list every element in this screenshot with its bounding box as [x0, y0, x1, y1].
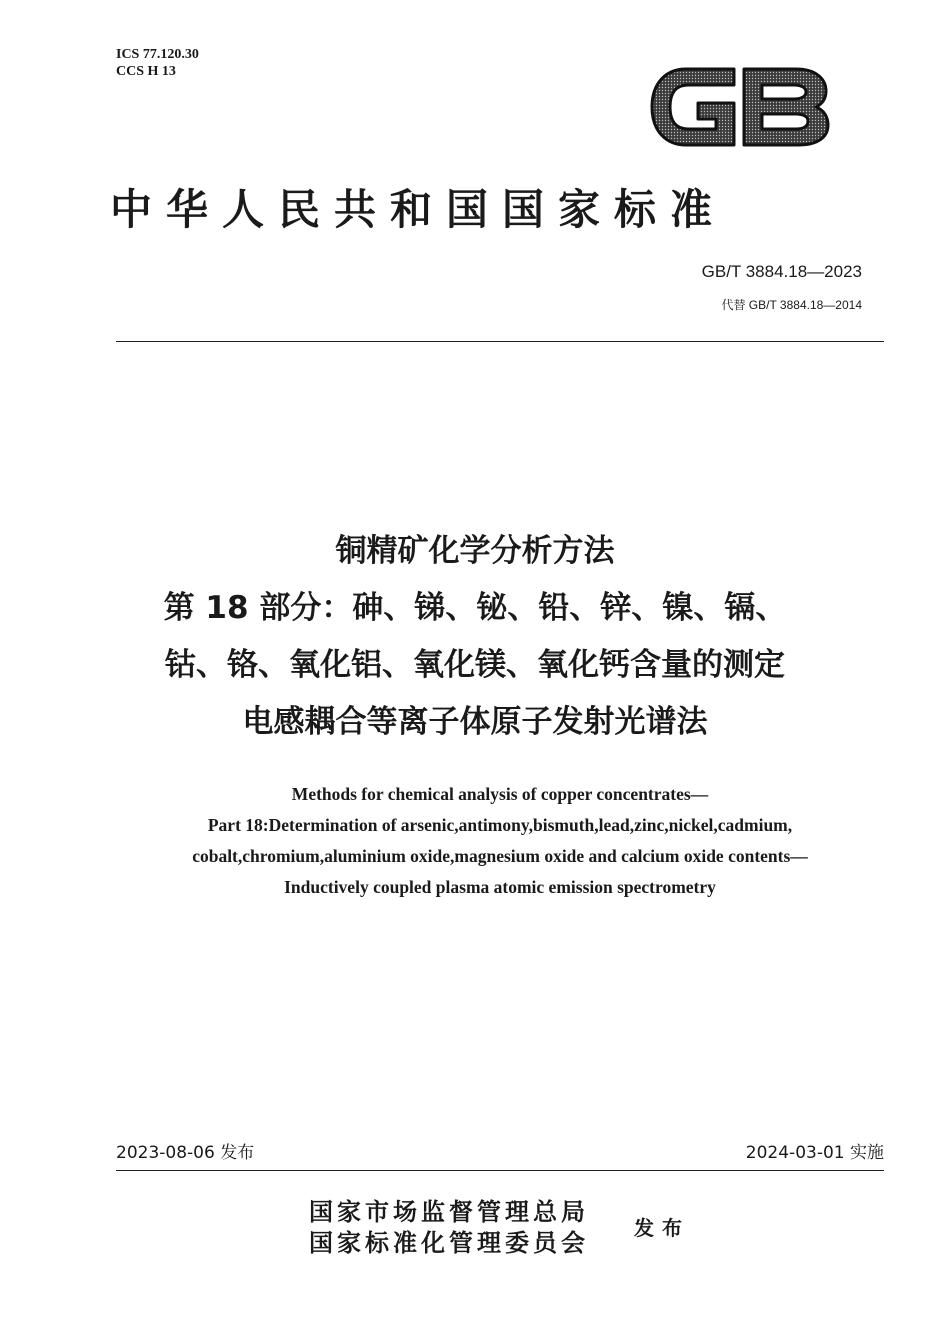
ccs-code: CCS H 13 [116, 64, 176, 79]
chinese-title-line-1: 铜精矿化学分析方法 [335, 533, 615, 569]
national-standard-title: 中华人民共和国国家标准 [110, 185, 727, 234]
issuer-sac: 国家标准化管理委员会 [309, 1228, 589, 1257]
chinese-title-line-3: 钴、铬、氧化铝、氧化镁、氧化钙含量的测定 [165, 647, 785, 683]
english-title [0, 779, 950, 903]
classification-codes [116, 46, 199, 80]
implementation-date: 2024-03-01 实施 [745, 1143, 884, 1163]
english-title-line-4: Inductively coupled plasma atomic emission spectrometry [284, 877, 716, 897]
issue-date: 2023-08-06 发布 [116, 1143, 255, 1163]
standard-number [702, 262, 862, 282]
issuing-organizations [309, 1196, 589, 1258]
ics-code: ICS 77.120.30 [116, 47, 199, 62]
english-title-line-1: Methods for chemical analysis of copper concentrates— [291, 784, 709, 804]
chinese-title [0, 523, 950, 751]
standard-number-text: GB/T 3884.18—2023 [701, 262, 862, 281]
footer-divider [116, 1170, 884, 1171]
chinese-title-line-4: 电感耦合等离子体原子发射光谱法 [242, 704, 708, 740]
header-divider [116, 341, 884, 342]
chinese-title-line-2: 第 18 部分：砷、锑、铋、铅、锌、镍、镉、 [163, 590, 787, 626]
issue-label: 发布 [634, 1216, 690, 1240]
issuer-samr: 国家市场监督管理总局 [309, 1197, 589, 1226]
replaces-standard: 代替 GB/T 3884.18—2014 [721, 298, 862, 312]
english-title-line-2: Part 18:Determination of arsenic,antimony,bismuth,lead,zinc,nickel,cadmium, [207, 815, 793, 835]
english-title-line-3: cobalt,chromium,aluminium oxide,magnesium oxide and calcium oxide contents— [192, 846, 808, 866]
gb-logo-icon [646, 59, 834, 155]
